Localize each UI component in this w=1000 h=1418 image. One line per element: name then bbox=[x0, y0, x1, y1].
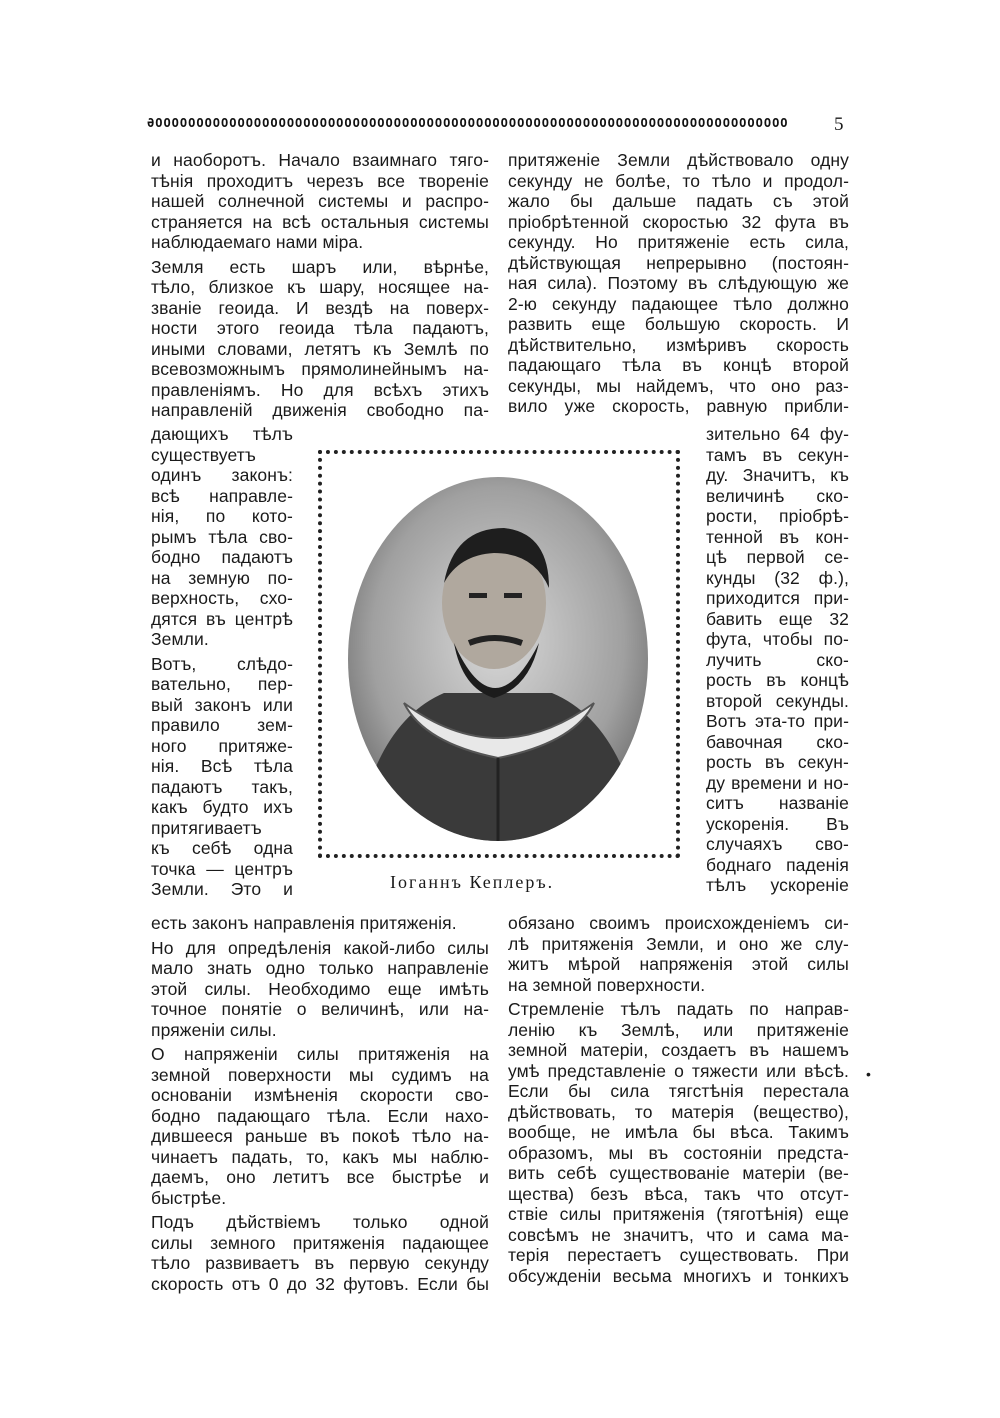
text-line: пріобрѣтенной скоростью 32 фута въ bbox=[508, 211, 849, 232]
text-line: падаютъ такъ, bbox=[151, 776, 293, 797]
ornamental-header-rule: ƏOOOOOOOOOOOOOOOOOOOOOOOOOOOOOOOOOOOOOOOOOOOOOOOOOOOOOOOOOOOOOOOOOOOOOOOOOOOOO bbox=[147, 116, 789, 130]
text-line: Если бы сила тягстѣнія перестала bbox=[508, 1081, 849, 1101]
text-line: дившееся раньше въ покоѣ тѣло на- bbox=[151, 1126, 489, 1146]
text-line: къ себѣ одна bbox=[151, 838, 293, 858]
text-line: Земли. Это и bbox=[151, 879, 293, 899]
text-line: ности этого геоида тѣла падаютъ, bbox=[151, 318, 489, 338]
text-line: щества) безъ вѣса, такъ что отсут- bbox=[508, 1183, 849, 1204]
text-line: вательно, пер- bbox=[151, 674, 293, 694]
text-line: притягиваетъ bbox=[151, 817, 262, 838]
text-line: пряженіи силы. bbox=[151, 1019, 277, 1040]
text-line: Но для опредѣленія какой-либо силы bbox=[151, 937, 489, 958]
page-number: 5 bbox=[834, 114, 844, 135]
text-line: ситъ названіе bbox=[706, 793, 849, 813]
text-line: ускоренія. Въ bbox=[706, 813, 849, 834]
text-line: боднаго паденія bbox=[706, 854, 849, 875]
text-line: секунды, мы найдемъ, что оно раз- bbox=[508, 375, 849, 396]
text-line: дающихъ тѣлъ bbox=[151, 424, 293, 444]
text-line: какъ будто ихъ bbox=[151, 797, 293, 817]
text-line: нія, по кото- bbox=[151, 506, 293, 526]
text-line: секунду не болѣе, то тѣло и продол- bbox=[508, 170, 849, 191]
text-line: 2-ю секунду падающее тѣло должно bbox=[508, 293, 849, 314]
text-line: всѣ направле- bbox=[151, 485, 293, 506]
text-line: приходится при- bbox=[706, 588, 849, 608]
text-line: рость въ секун- bbox=[706, 752, 849, 772]
text-line: вый законъ или bbox=[151, 694, 293, 715]
text-line: О напряженіи силы притяженія на bbox=[151, 1044, 489, 1064]
text-line: рость въ концѣ bbox=[706, 670, 849, 690]
text-line: на земной поверхности. bbox=[508, 974, 706, 995]
text-line: одинъ законъ: bbox=[151, 465, 293, 485]
text-line: всевозможнымъ прямолинейнымъ на- bbox=[151, 359, 489, 379]
text-line: жало бы дальше падать съ этой bbox=[508, 191, 849, 211]
text-line: лучить ско- bbox=[706, 649, 849, 670]
text-line: цѣ первой се- bbox=[706, 547, 849, 567]
text-line: зительно 64 фу- bbox=[706, 424, 849, 444]
text-line: притяженіе Земли дѣйствовало одну bbox=[508, 150, 849, 170]
text-line: вило уже скорость, равную прибли- bbox=[508, 396, 849, 416]
text-line: второй секунды. bbox=[706, 690, 849, 711]
text-line: случаяхъ сво- bbox=[706, 834, 849, 854]
text-line: верхность, схо- bbox=[151, 588, 293, 608]
text-line: ствіе силы притяженія (тяготѣнія) еще bbox=[508, 1204, 849, 1224]
text-line: величинѣ ско- bbox=[706, 485, 849, 506]
text-line: тѣлъ ускореніе bbox=[706, 875, 849, 895]
text-line: чинаетъ падать, то, какъ мы наблю- bbox=[151, 1146, 489, 1167]
text-line: лѣ притяженія Земли, и оно же слу- bbox=[508, 933, 849, 954]
text-line: этой силы. Необходимо еще имѣть bbox=[151, 978, 489, 999]
text-line: званіе геоида. И вездѣ на поверх- bbox=[151, 297, 489, 318]
text-line: ду. Значитъ, къ bbox=[706, 465, 849, 485]
text-line: рости, пріобрѣ- bbox=[706, 506, 849, 526]
text-line: бодно падаютъ bbox=[151, 547, 293, 567]
portrait-engraving-icon bbox=[344, 473, 652, 845]
text-line: вить себѣ существованіе матеріи (ве- bbox=[508, 1163, 849, 1183]
text-line: ная сила). Поэтому въ слѣдующую же bbox=[508, 273, 849, 293]
text-line: Подъ дѣйствіемъ только одной bbox=[151, 1212, 489, 1232]
text-line: Вотъ, слѣдо- bbox=[151, 653, 293, 674]
text-line: дятся въ центрѣ bbox=[151, 608, 293, 629]
text-line: мало знать одно только направленіе bbox=[151, 958, 489, 978]
text-line: ду времени и но- bbox=[706, 772, 849, 793]
text-line: точное понятіе о величинѣ, или на- bbox=[151, 999, 489, 1019]
text-line: направленій движенія свободно па- bbox=[151, 400, 489, 420]
text-line: развить еще большую скорость. И bbox=[508, 314, 849, 334]
text-line: и наоборотъ. Начало взаимнаго тяго- bbox=[151, 150, 489, 170]
text-line: фута, чтобы по- bbox=[706, 629, 849, 649]
text-line: обязано своимъ происхожденіемъ си- bbox=[508, 913, 849, 933]
text-line: нашей солнечной системы и распро- bbox=[151, 191, 489, 211]
text-line: нія. Всѣ тѣла bbox=[151, 756, 293, 776]
text-line: рымъ тѣла сво- bbox=[151, 526, 293, 547]
text-line: точка — центръ bbox=[151, 858, 293, 879]
text-line: кунды (32 ф.), bbox=[706, 567, 849, 588]
text-line: земной матеріи, создаетъ въ нашемъ bbox=[508, 1040, 849, 1060]
text-line: дѣйствительно, измѣривъ скорость bbox=[508, 334, 849, 355]
text-line: Стремленіе тѣлъ падать по направ- bbox=[508, 999, 849, 1019]
text-line: наблюдаемаго нами міра. bbox=[151, 232, 364, 252]
text-line: ленію къ Землѣ, или притяженіе bbox=[508, 1019, 849, 1040]
text-line: Земля есть шаръ или, вѣрнѣе, bbox=[151, 256, 489, 277]
text-line: житъ мѣрой напряженія этой силы bbox=[508, 954, 849, 974]
text-line: ного притяже- bbox=[151, 735, 293, 756]
text-line: тенной въ кон- bbox=[706, 526, 849, 547]
text-line: падающаго тѣла въ концѣ второй bbox=[508, 355, 849, 375]
text-line: тѣло развиваетъ въ первую секунду bbox=[151, 1253, 489, 1273]
text-line: тамъ въ секун- bbox=[706, 444, 849, 465]
text-line: быстрѣе. bbox=[151, 1187, 227, 1208]
text-line: тѣнія проходитъ черезъ все твореніе bbox=[151, 170, 489, 191]
text-line: на земную по- bbox=[151, 567, 293, 588]
text-line: Вотъ эта-то при- bbox=[706, 711, 849, 731]
text-line: секунду. Но притяженіе есть сила, bbox=[508, 232, 849, 252]
text-line: правило зем- bbox=[151, 715, 293, 735]
text-line: основаніи измѣненія скорости сво- bbox=[151, 1085, 489, 1105]
text-line: терія перестаетъ существовать. При bbox=[508, 1245, 849, 1265]
text-line: вообще, не имѣла бы вѣса. Такимъ bbox=[508, 1122, 849, 1142]
text-line: умѣ представленіе о тяжести или вѣсѣ. bbox=[508, 1060, 849, 1081]
text-line: правленіямъ. Но для всѣхъ этихъ bbox=[151, 379, 489, 400]
text-line: дѣйствовать, то матерія (вещество), bbox=[508, 1101, 849, 1122]
text-line: земной поверхности мы судимъ на bbox=[151, 1064, 489, 1085]
text-line: иными словами, летятъ къ Землѣ по bbox=[151, 338, 489, 359]
text-line: образомъ, мы въ состояніи предста- bbox=[508, 1142, 849, 1163]
margin-mark: • bbox=[866, 1066, 871, 1082]
text-line: Земли. bbox=[151, 629, 209, 649]
text-line: обсужденіи весьма многихъ и тонкихъ bbox=[508, 1265, 849, 1286]
text-line: дѣйствующая непрерывно (постоян- bbox=[508, 252, 849, 273]
text-line: бавочная ско- bbox=[706, 731, 849, 752]
text-line: тѣло, близкое къ шару, носящее на- bbox=[151, 277, 489, 297]
text-line: бодно падающаго тѣла. Если нахо- bbox=[151, 1105, 489, 1126]
text-line: совсѣмъ не значитъ, что и сама ма- bbox=[508, 1224, 849, 1245]
figure-caption: Iоганнъ Кеплеръ. bbox=[390, 872, 555, 892]
text-line: страняется на всѣ остальныя системы bbox=[151, 211, 489, 232]
text-line: бавить еще 32 bbox=[706, 608, 849, 629]
text-line: скорость отъ 0 до 32 футовъ. Если бы bbox=[151, 1273, 489, 1294]
text-line: есть законъ направленія притяженія. bbox=[151, 913, 457, 933]
text-line: существуетъ bbox=[151, 444, 256, 465]
text-line: силы земного притяженія падающее bbox=[151, 1232, 489, 1253]
text-line: даемъ, оно летитъ все быстрѣе и bbox=[151, 1167, 489, 1187]
